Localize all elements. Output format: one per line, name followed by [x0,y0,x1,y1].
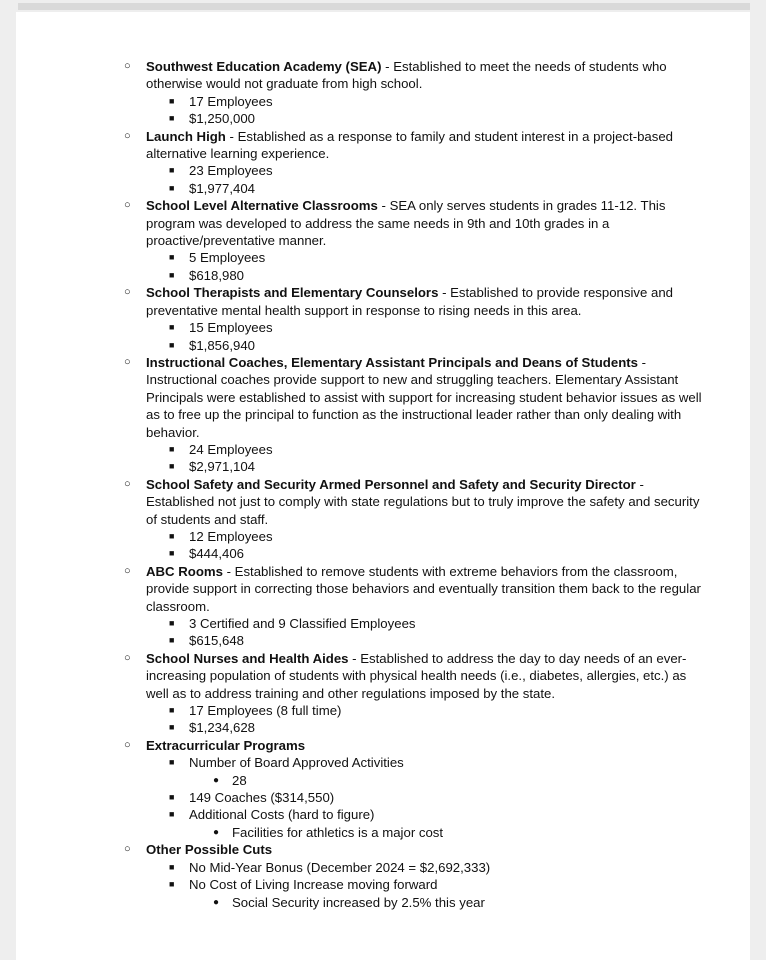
circle-bullet-icon: ○ [124,60,131,72]
item-title: School Therapists and Elementary Counselors [146,285,439,301]
sub-item-text: Number of Board Approved Activities [189,755,404,771]
circle-bullet-icon: ○ [124,651,131,664]
sub-item-text: 24 Employees [189,441,273,457]
list-item-launch-high [16,128,750,163]
square-bullet-icon: ■ [169,530,175,541]
square-bullet-icon: ■ [169,443,175,454]
circle-bullet-icon: ○ [124,355,131,368]
dot-bullet-icon: ● [213,774,220,786]
sub-item-text: 5 Employees [189,250,266,266]
circle-bullet-icon: ○ [124,199,131,212]
square-bullet-icon: ■ [169,879,175,890]
circle-bullet-icon: ○ [124,286,131,299]
list-item-abc-rooms [16,563,750,615]
sub-item-text: No Cost of Living Increase moving forward [189,877,438,893]
dot-bullet-icon: ● [213,826,220,838]
sub-item-text: 15 Employees [189,320,273,336]
item-description: - Established to address the day to day needs of an ever-increasing population of students with physical health needs (i.e., diabetes, allergies, etc.) as well as to address training and other regulations imposed by the state. [146,650,687,701]
sub-item-text: $618,980 [189,267,245,283]
sub-item-text: 3 Certified and 9 Classified Employees [189,616,416,631]
sub-item [16,319,750,336]
square-bullet-icon: ■ [169,322,175,333]
item-description: - Instructional coaches provide support to new and struggling teachers. Elementary Assistant Principals were established to assist with support for increasing student behavior issues as well as to free up the principal to function as the instructional leader rather than only dealing with behavior. [146,354,702,440]
square-bullet-icon: ■ [169,809,175,820]
circle-bullet-icon: ○ [124,129,131,142]
square-bullet-icon: ■ [169,861,175,872]
sub-item [16,441,750,458]
sub-sub-item-text: 28 [232,772,247,788]
sub-item-text: $1,234,628 [189,720,256,736]
sub-item [16,93,750,110]
square-bullet-icon: ■ [169,95,175,106]
sub-sub-item [16,824,750,841]
item-description: - Established to provide responsive and preventative mental health support in response to rising needs in this area. [146,285,673,318]
sub-item-text: 23 Employees [189,163,273,179]
circle-bullet-icon: ○ [124,477,131,490]
list-item-other-cuts [16,841,750,858]
item-title: Other Possible Cuts [146,842,273,858]
square-bullet-icon: ■ [169,269,175,280]
sub-item [16,632,750,649]
circle-bullet-icon: ○ [124,738,131,751]
sub-item [16,615,750,632]
sub-item-text: $2,971,104 [189,459,256,475]
list-item-nurses-health-aides [16,650,750,702]
sub-sub-item [16,772,750,789]
list-item-extracurricular [16,737,750,754]
list-item-safety-security [16,476,750,528]
sub-item [16,719,750,736]
sub-item-text: 12 Employees [189,528,273,544]
sub-item [16,180,750,197]
top-scroll-strip [18,3,750,10]
sub-item [16,337,750,354]
sub-sub-item-text: Social Security increased by 2.5% this year [232,894,485,910]
sub-item [16,806,750,823]
sub-item-text: 17 Employees [189,93,273,109]
circle-bullet-icon: ○ [124,564,131,577]
sub-item [16,458,750,475]
item-description: - Established to remove students with extreme behaviors from the classroom, provide support in correcting those behaviors and eventually transition them back to the regular classroom. [146,563,701,614]
item-description: - Established to meet the needs of students who otherwise would not graduate from high school. [146,59,667,92]
sub-item-text: $1,977,404 [189,180,256,196]
document-page [16,12,750,960]
list-item-alternative-classrooms [16,197,750,249]
circle-bullet-icon: ○ [124,843,131,856]
item-description: - Established not just to comply with state regulations but to truly improve the safety and security of students and staff. [146,476,700,527]
sub-item-text: Additional Costs (hard to figure) [189,807,375,823]
sub-item-text: 149 Coaches ($314,550) [189,790,335,806]
square-bullet-icon: ■ [169,548,175,559]
sub-item-text: $615,648 [189,633,245,649]
sub-item [16,754,750,771]
square-bullet-icon: ■ [169,635,175,646]
sub-sub-item [16,894,750,911]
sub-item [16,267,750,284]
sub-item [16,162,750,179]
sub-item-text: No Mid-Year Bonus (December 2024 = $2,692,333) [189,859,491,875]
list-item-sea [16,58,750,93]
item-title: Extracurricular Programs [146,737,306,753]
square-bullet-icon: ■ [169,722,175,733]
square-bullet-icon: ■ [169,252,175,263]
sub-sub-item-text: Facilities for athletics is a major cost [232,824,444,840]
sub-item-text: $1,250,000 [189,111,256,127]
sub-item [16,110,750,127]
list-item-coaches-principals-deans [16,354,750,441]
sub-item [16,789,750,806]
dot-bullet-icon: ● [213,896,220,908]
sub-item-text: $1,856,940 [189,337,256,353]
square-bullet-icon: ■ [169,165,175,176]
sub-item-text: 17 Employees (8 full time) [189,703,342,719]
item-title: Launch High [146,128,226,144]
sub-item [16,859,750,876]
item-title: ABC Rooms [146,563,223,579]
square-bullet-icon: ■ [169,757,175,768]
sub-item [16,702,750,719]
square-bullet-icon: ■ [169,705,175,716]
sub-item-text: $444,406 [189,546,245,562]
item-title: School Level Alternative Classrooms [146,198,378,214]
item-description: - Established as a response to family and student interest in a project-based alternative learning experience. [146,128,674,162]
sub-item [16,545,750,562]
sub-item [16,876,750,893]
square-bullet-icon: ■ [169,113,175,124]
square-bullet-icon: ■ [169,618,175,628]
square-bullet-icon: ■ [169,461,175,472]
item-title: School Safety and Security Armed Personnel and Safety and Security Director [146,476,636,492]
square-bullet-icon: ■ [169,182,175,193]
item-title: School Nurses and Health Aides [146,650,349,666]
list-item-therapists-counselors [16,284,750,319]
item-description: - SEA only serves students in grades 11-12. This program was developed to address the same needs in 9th and 10th grades in a proactive/preventative manner. [146,198,666,249]
sub-item [16,249,750,266]
item-title: Instructional Coaches, Elementary Assistant Principals and Deans of Students [146,354,638,370]
item-title: Southwest Education Academy (SEA) [146,59,382,74]
square-bullet-icon: ■ [169,339,175,350]
square-bullet-icon: ■ [169,792,175,803]
sub-item [16,528,750,545]
cuts-list [16,58,750,911]
